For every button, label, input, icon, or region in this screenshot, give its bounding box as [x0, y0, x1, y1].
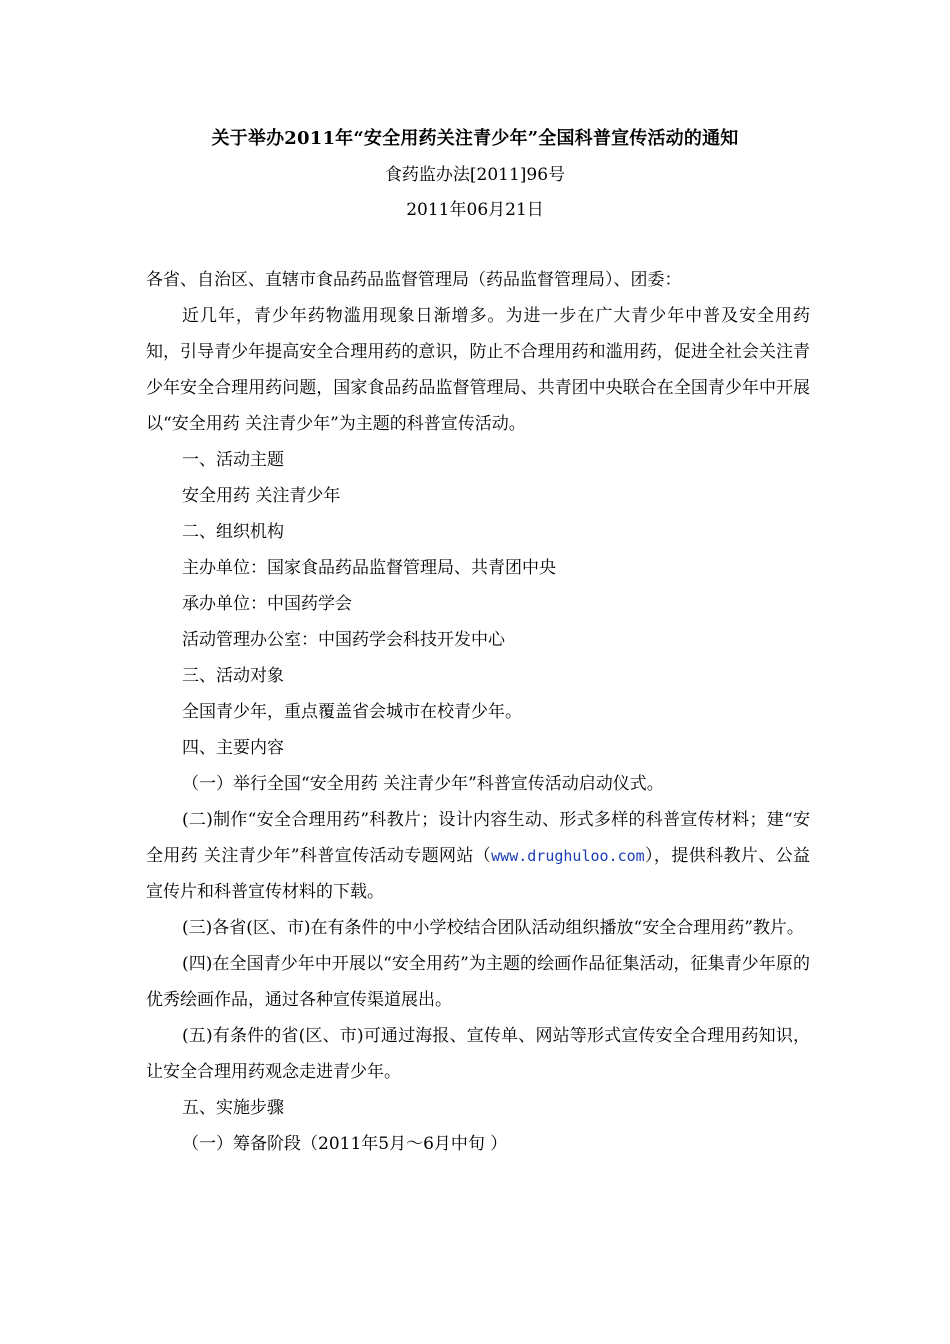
theme-text: 安全用药 关注青少年: [182, 486, 341, 506]
salutation: 各省、自治区、直辖市食品药品监督管理局（药品监督管理局）、团委：: [146, 270, 682, 290]
content-item-4: (四)在全国青少年中开展以“安全用药”为主题的绘画作品征集活动，征集青少年原的优秀绘画作品，通过各种宣传渠道展出。: [146, 954, 810, 1010]
content-item-1: （一）举行全国“安全用药 关注青少年”科普宣传活动启动仪式。: [182, 774, 664, 794]
organizer-line: 主办单位：国家食品药品监督管理局、共青团中央: [182, 558, 556, 578]
section-heading-organization: 二、组织机构: [182, 522, 284, 542]
content-item-2: [146, 802, 810, 910]
document-date: 2011年06月21日: [406, 200, 544, 220]
office-line: 活动管理办公室：中国药学会科技开发中心: [182, 630, 505, 650]
undertaker-line: 承办单位：中国药学会: [182, 594, 352, 614]
step-item-1: （一）筹备阶段（2011年5月～6月中旬 ）: [182, 1134, 508, 1154]
intro-paragraph: 近几年，青少年药物滥用现象日渐增多。为进一步在广大青少年中普及安全用药知，引导青少年提高安全合理用药的意识，防止不合理用药和滥用药，促进全社会关注青少年安全合理用药问题，国家食品药品监督管理局、共青团中央联合在全国青少年中开展以“安全用药 关注青少年”为主题的科普宣传活动。: [146, 306, 810, 434]
audience-text: 全国青少年，重点覆盖省会城市在校青少年。: [182, 702, 522, 722]
content-item-2-text-after: ），提供科教片、公益宣传片和科普宣传材料的下载。: [146, 846, 810, 902]
section-heading-theme: 一、活动主题: [182, 450, 284, 470]
document-body: [146, 262, 810, 1162]
section-heading-content: 四、主要内容: [182, 738, 284, 758]
section-heading-audience: 三、活动对象: [182, 666, 284, 686]
website-link[interactable]: www.drughuloo.com: [491, 847, 645, 865]
document-title: 关于举办2011年“安全用药关注青少年”全国科普宣传活动的通知: [211, 128, 739, 149]
document-number: 食药监办法[2011]96号: [384, 165, 566, 185]
content-item-2-text-before: (二)制作“安全合理用药”科教片；设计内容生动、形式多样的科普宣传材料；建“安全用药 关注青少年”科普宣传活动专题网站（: [146, 810, 810, 866]
content-item-5: (五)有条件的省(区、市)可通过海报、宣传单、网站等形式宣传安全合理用药知识，让安全合理用药观念走进青少年。: [146, 1026, 810, 1082]
section-heading-steps: 五、实施步骤: [182, 1098, 284, 1118]
content-item-3: (三)各省(区、市)在有条件的中小学校结合团队活动组织播放“安全合理用药”教片。: [182, 918, 804, 938]
